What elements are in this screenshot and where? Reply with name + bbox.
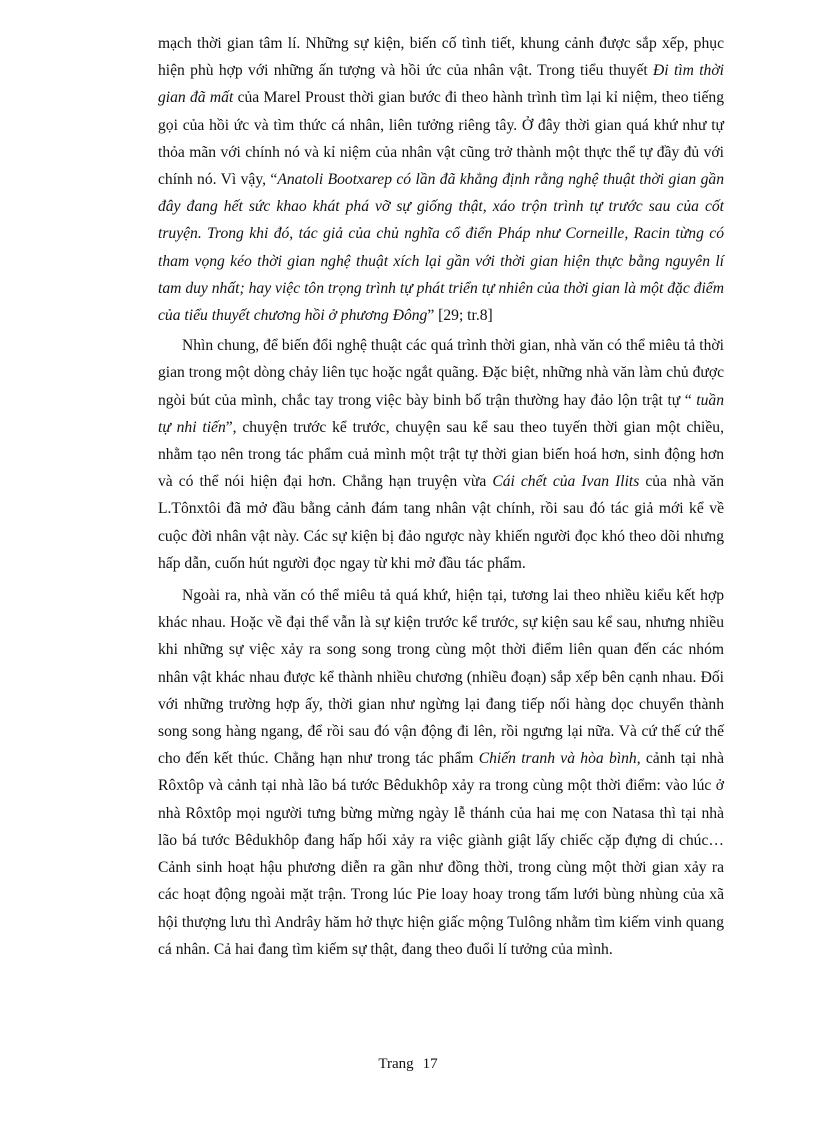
book-title-cai-chet-cua-ivan-ilits: Cái chết của Ivan Ilits: [492, 473, 640, 491]
paragraph-3-seg-3: , cảnh tại nhà Rôxtôp và cảnh tại nhà lão bá tước Bêdukhôp xảy ra trong cùng một thời điểm: vào lúc ở nhà Rôxtôp mọi người tưng bừng mừng ngày lễ thánh của hai mẹ con Natasa thì tại nhà lão bá tước Bêdukhôp đang hấp hối xảy ra việc giành giật lấy chiếc cặp đựng di chúc… Cảnh sinh hoạt hậu phương diễn ra gần như đồng thời, trong cùng một thời gian xảy ra các hoạt động ngoài mặt trận. Trong lúc Pie loay hoay trong tấm lưới bùng nhùng của xã hội thượng lưu thì Andrây hăm hở thực hiện giấc mộng Tulông nhằm tìm kiếm vinh quang cá nhân. Cả hai đang tìm kiếm sự thật, đang theo đuổi lí tưởng của mình.: [158, 750, 724, 958]
page-footer: [0, 1056, 816, 1073]
paragraph-2: [158, 332, 724, 577]
citation-29: ” [29; tr.8]: [427, 307, 493, 325]
page-label: Trang: [378, 1056, 414, 1072]
paragraph-3: [158, 582, 724, 963]
paragraph-1: [158, 30, 724, 329]
paragraph-2-seg-3: ”, chuyện trước kể trước, chuyện sau kể sau theo tuyến thời gian một chiều, nhằm tạo nên trong tác phẩm cuả mình một trật tự thời gian biến hoá hơn, sinh động hơn và có thể nói hiện đại hơn. Chẳng hạn truyện vừa: [158, 418, 724, 491]
quotation-bootxarep: Anatoli Bootxarep có lần đã khẳng định rằng nghệ thuật thời gian gần đây đang hết sức khao khát phá vỡ sự giống thật, xáo trộn trình tự trước sau của cốt truyện. Trong khi đó, tác giả của chủ nghĩa cổ điển Pháp như Corneille, Racin từng có tham vọng kéo thời gian nghệ thuật xích lại gần với thời gian hiện thực bằng nguyên lí tam duy nhất; hay việc tôn trọng trình tự phát triển tự nhiên của thời gian là một đặc điểm của tiểu thuyết chương hồi ở phương Đông: [158, 171, 724, 325]
paragraph-2-seg-1: Nhìn chung, để biến đổi nghệ thuật các quá trình thời gian, nhà văn có thể miêu tả thời gian trong một dòng chảy liên tục hoặc ngắt quãng. Đặc biệt, những nhà văn làm chủ được ngòi bút của mình, chắc tay trong việc bày binh bố trận thường hay đảo lộn trật tự “: [158, 337, 725, 409]
paragraph-3-seg-1: Ngoài ra, nhà văn có thể miêu tả quá khứ, hiện tại, tương lai theo nhiều kiểu kết hợp khác nhau. Hoặc về đại thể vẫn là sự kiện trước kể trước, sự kiện sau kể sau, nhưng nhiều khi những sự việc xảy ra song song trong cùng một thời điểm liên quan đến các nhóm nhân vật khác nhau được kể thành nhiều chương (nhiều đoạn) sắp xếp bên cạnh nhau. Đối với những trường hợp ấy, thời gian như ngừng lại đang tiếp nối hàng dọc chuyển thành song song hàng ngang, để rồi sau đó vận động đi lên, rồi ngưng lại nữa. Và cứ thế cứ thế cho đến kết thúc. Chẳng hạn như trong tác phẩm: [158, 587, 724, 768]
page-number: 17: [422, 1056, 438, 1072]
phrase-tuan-tu-nhi-tien: tuần tự nhi tiến: [158, 391, 724, 436]
paragraph-1-seg-3: của Marel Proust thời gian bước đi theo hành trình tìm lại kỉ niệm, theo tiếng gọi của hồi ức và tìm thức cá nhân, liên tưởng riêng tây. Ở đây thời gian quá khứ như tự thỏa mãn với chính nó và kỉ niệm của nhân vật cũng trở thành một thực thể tự đầy đủ với chính nó. Vì vậy, “: [158, 89, 724, 189]
paragraph-2-seg-5: của nhà văn L.Tônxtôi đã mở đầu bằng cảnh đám tang nhân vật chính, rồi sau đó tác giả mới kể về cuộc đời nhân vật này. Các sự kiện bị đảo ngược này khiến người đọc khó theo dõi nhưng hấp dẫn, cuốn hút người đọc ngay từ khi mở đầu tác phẩm.: [158, 473, 725, 572]
book-title-chien-tranh-va-hoa-binh: Chiến tranh và hòa bình: [478, 750, 637, 768]
paragraph-1-seg-1: mạch thời gian tâm lí. Những sự kiện, biến cố tình tiết, khung cảnh được sắp xếp, phục hiện phù hợp với những ấn tượng và hồi ức của nhân vật. Trong tiểu thuyết: [158, 35, 724, 80]
book-title-di-tim-thoi-gian-da-mat: Đi tìm thời gian đã mất: [158, 62, 724, 107]
body-text: [158, 30, 724, 963]
